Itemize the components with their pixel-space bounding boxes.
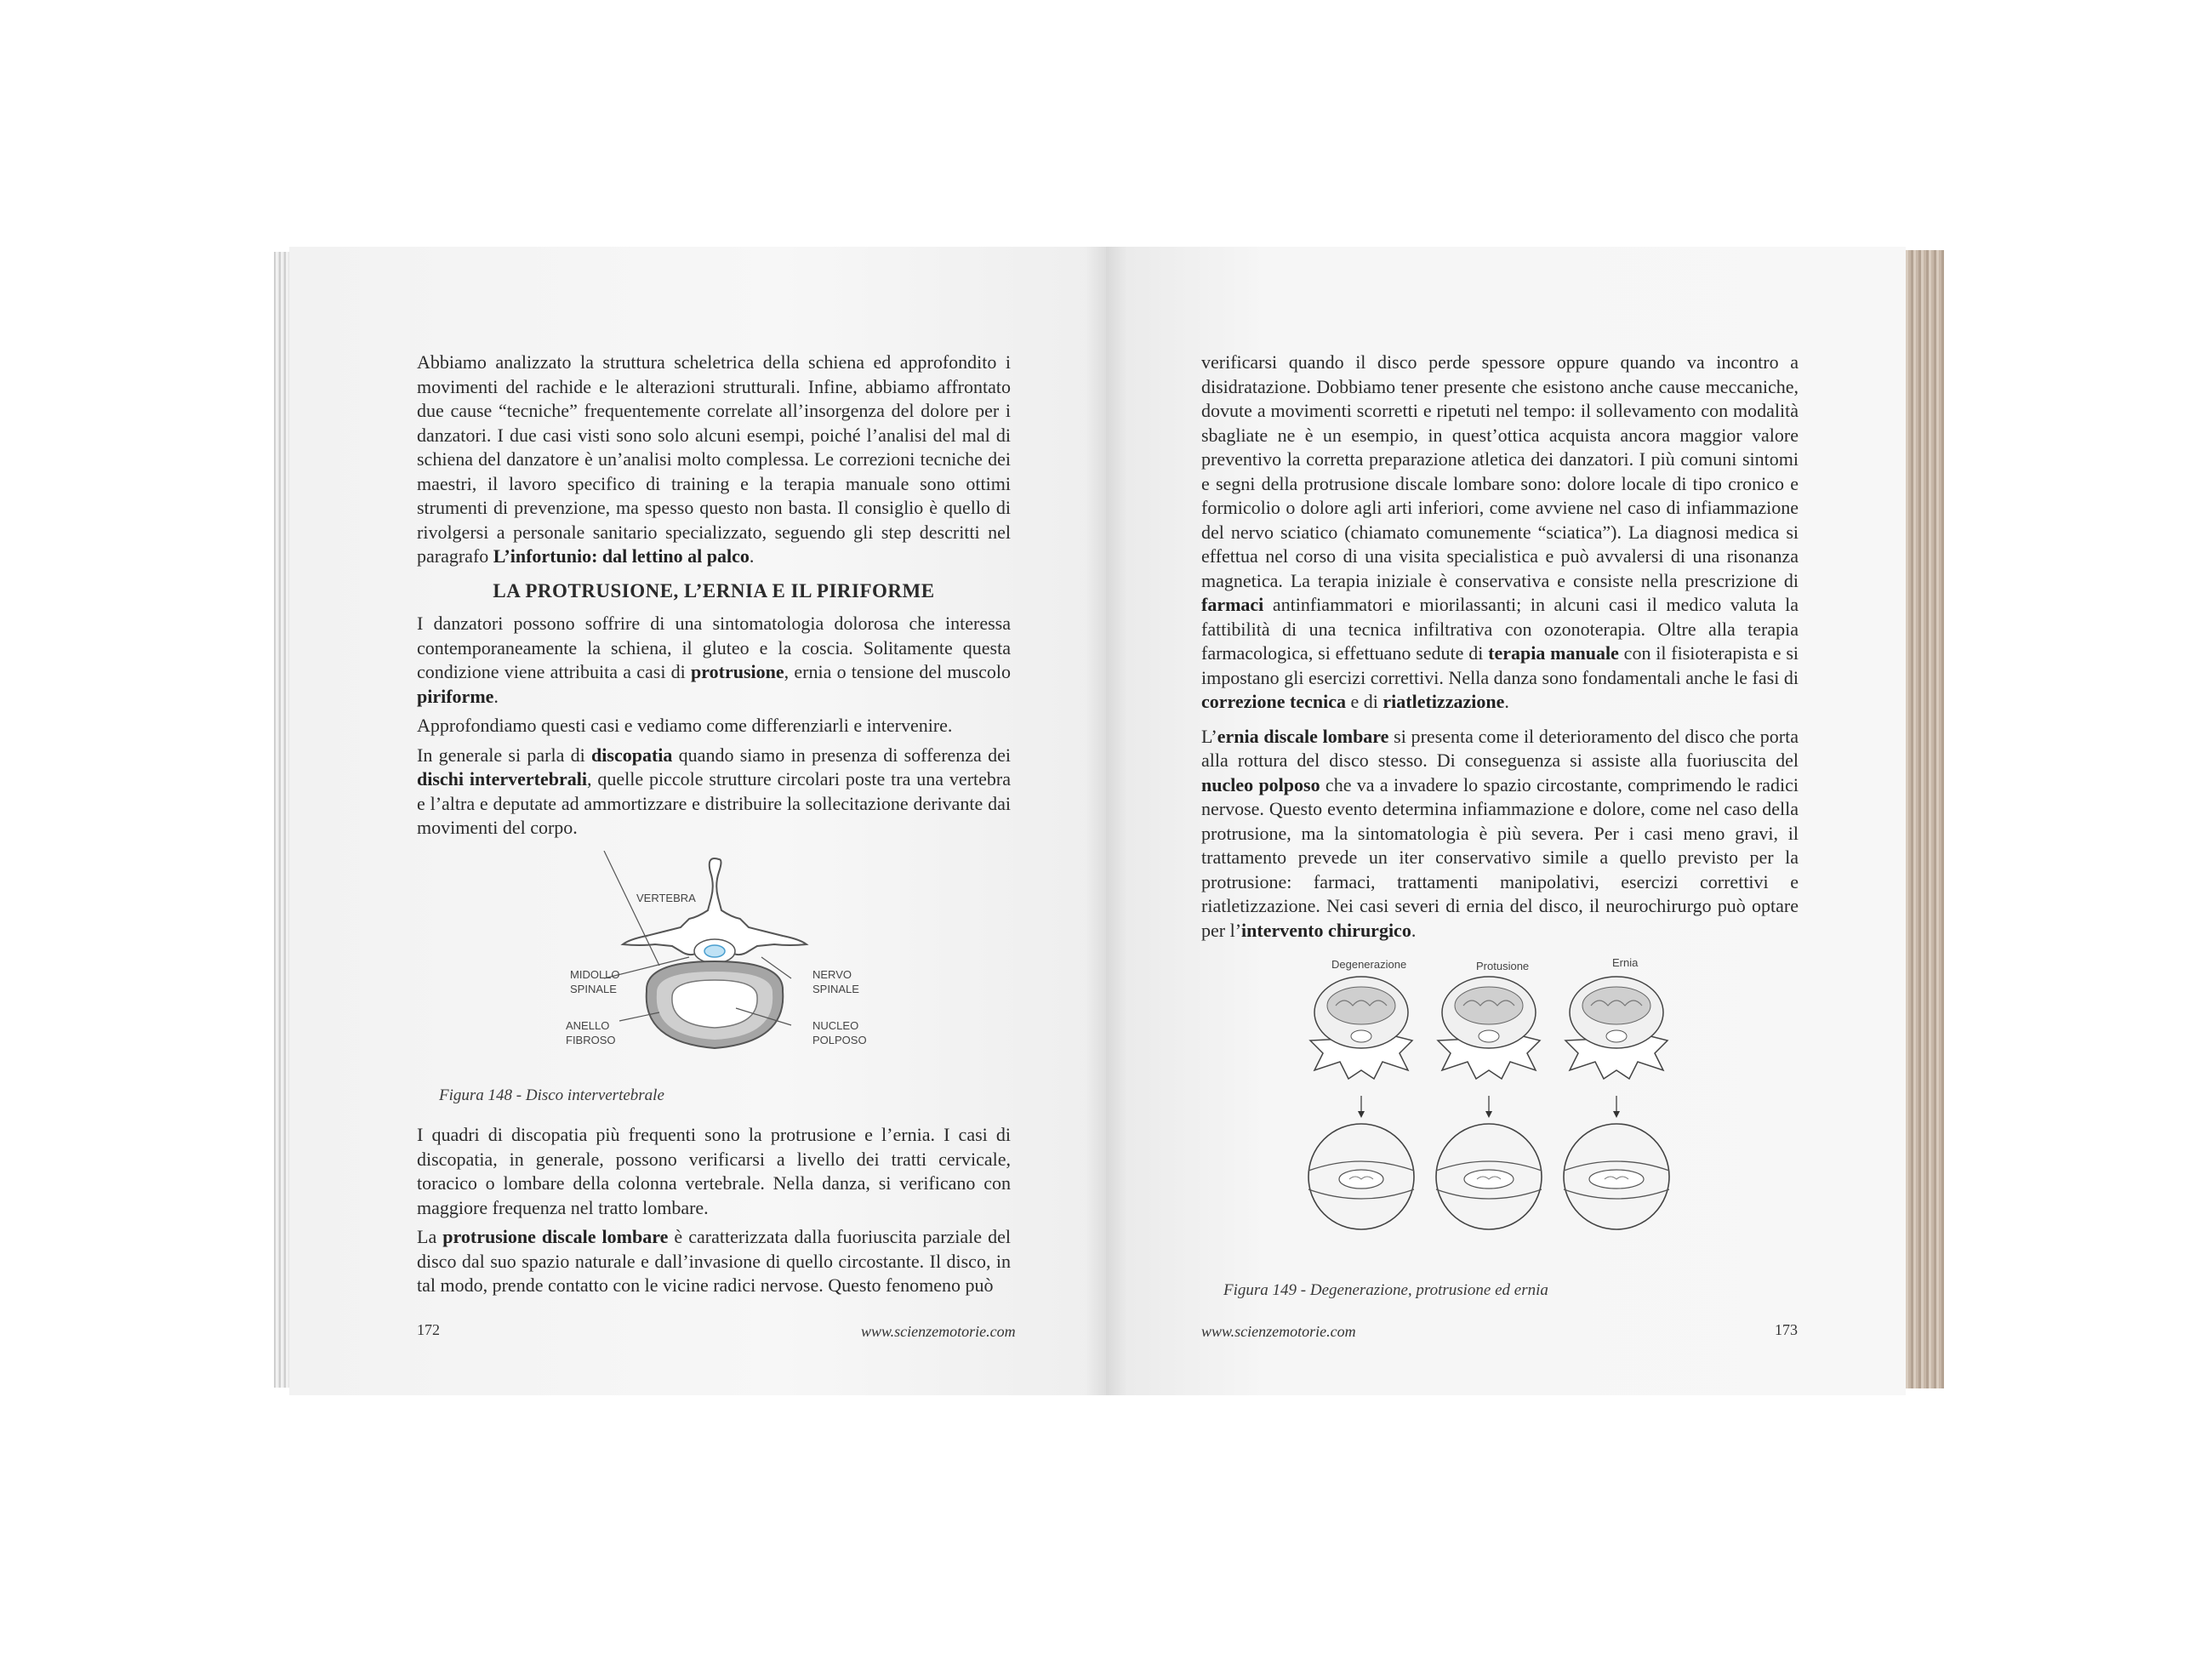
label-anello-line1: ANELLO (566, 1019, 610, 1032)
paragraph-text: L’ (1201, 725, 1217, 747)
figure-149-caption: Figura 149 - Degenerazione, protrusione ed ernia (1223, 1281, 1548, 1299)
disc-nucleus-shape (1327, 987, 1395, 1024)
disc-nucleus-shape (1455, 987, 1523, 1024)
label-nervo-line1: NERVO (812, 968, 852, 981)
arrow-head (1613, 1111, 1620, 1118)
canal-shape (1351, 1030, 1371, 1042)
bold-term: riatletizzazione (1382, 691, 1505, 712)
arrow-head (1358, 1111, 1365, 1118)
right-page-text (1201, 351, 1799, 948)
paragraph-discopathy (417, 744, 1011, 841)
label-ernia: Ernia (1612, 956, 1639, 969)
paragraph-text: verificarsi quando il disco perde spessore oppure quando va incontro a disidratazione. Dobbiamo tener presente che esistono anche cause meccaniche, dovute a movimenti scorretti e ripetuti nel tempo: il sollevamento con modalità sbagliate ne è un esempio, in quest’ottica acquista ancora maggior valore preventivo la corretta preparazione atletica dei danzatori. I più comuni sintomi e segni della protrusione discale lombare sono: dolore locale di tipo cronico e formicolio o dolore agli arti inferiori, come avviene nel caso di infiammazione del nervo sciatico (chiamato comunemente “sciatica”). La diagnosi medica si effettua nel corso di una visita specialistica e può avvalersi di una risonanza magnetica. La terapia iniziale è conservativa e consiste nella prescrizione di (1201, 351, 1799, 591)
stage-group (1308, 977, 1669, 1229)
paragraph-text: quando siamo in presenza di sofferenza dei (672, 744, 1011, 766)
punctuation: . (749, 545, 755, 567)
punctuation: . (1411, 919, 1417, 941)
canal-shape (1479, 1030, 1499, 1042)
paragraph-approach: Approfondiamo questi casi e vediamo come differenziarli e intervenire. (417, 715, 953, 736)
paragraph-text: e di (1346, 691, 1383, 712)
punctuation: . (493, 685, 499, 707)
paragraph-text: La (417, 1226, 443, 1247)
canal-shape (1606, 1030, 1627, 1042)
footer-url-left: www.scienzemotorie.com (861, 1323, 1016, 1340)
bold-term: protrusione (691, 661, 784, 682)
figure-148-caption: Figura 148 - Disco intervertebrale (439, 1086, 664, 1104)
right-page-edges (1903, 250, 1944, 1388)
paragraph-text: che va a invadere lo spazio circostante, comprimendo le radici nervose. Questo evento determina infiammazione e dolore, come nel caso della protrusione, ma la sintomatologia è più severa. Per i casi meno gravi, il trattamento prevede un iter conservativo simile a quello previsto per la protrusione: farmaci, trattamenti manipolativi, esercizi correttivi e riatletizzazione. Nei casi severi di ernia del disco, il neurochirurgo può optare per l’ (1201, 773, 1799, 941)
label-nucleo-line2: POLPOSO (812, 1034, 867, 1046)
intervertebral-disc-illustration (544, 851, 885, 1072)
figure-148-disc-diagram (544, 851, 885, 1072)
paragraph-text: , ernia o tensione del muscolo (784, 661, 1011, 682)
punctuation: . (1504, 691, 1509, 712)
left-page-text-lower (417, 1123, 1011, 1303)
label-vertebra: VERTEBRA (636, 892, 696, 904)
nucleus-shape (672, 980, 757, 1028)
left-page-edges (274, 252, 291, 1388)
paragraph-text: Abbiamo analizzato la struttura scheletrica della schiena ed approfondito i movimenti del rachide e le alterazioni strutturali. Infine, abbiamo affrontato due cause “tecniche” frequentemente correlate all’insorgenza del dolore per i danzatori. I due casi visti sono solo alcuni esempi, poiché l’analisi del mal di schiena del danzatore è un’analisi molto complessa. Le correzioni tecniche dei maestri, il lavoro specifico di training e la terapia manuale sono ottimi strumenti di prevenzione, ma spesso questo non basta. Il consiglio è quello di rivolgersi a personale sanitario specializzato, seguendo gli step descritti nel paragrafo (417, 351, 1011, 567)
footer-url-right: www.scienzemotorie.com (1201, 1323, 1356, 1340)
label-midollo-line1: MIDOLLO (570, 968, 620, 981)
label-protusione: Protusione (1476, 960, 1530, 972)
bold-term: intervento chirurgico (1241, 919, 1411, 941)
page-number-left: 172 (417, 1321, 440, 1338)
label-midollo-line2: SPINALE (570, 983, 617, 995)
label-nucleo-line1: NUCLEO (812, 1019, 859, 1032)
disc-nucleus-shape (1582, 987, 1650, 1024)
bold-term: discopatia (591, 744, 673, 766)
left-page-text (417, 351, 1011, 846)
paragraph-causes-therapy (1201, 351, 1799, 715)
paragraph-text: In generale si parla di (417, 744, 592, 766)
paragraph-hernia (1201, 725, 1799, 944)
paragraph-protrusion (417, 1225, 1011, 1298)
paragraph-text: si presenta come il deterioramento del disco che porta alla rottura del disco stesso. Di conseguenza si assiste alla fuoriuscita del (1201, 725, 1799, 771)
paragraph-symptoms (417, 612, 1011, 709)
label-nervo-line2: SPINALE (812, 983, 859, 995)
paragraph-text: è caratterizzata dalla fuoriuscita parziale del disco dal suo spazio naturale e dall’invasione di quello circostante. Il disco, in tal modo, prende contatto con le vicine radici nervose. Questo fenomeno può (417, 1226, 1011, 1296)
bold-term: correzione tecnica (1201, 691, 1347, 712)
label-anello-line2: FIBROSO (566, 1034, 616, 1046)
page-number-right: 173 (1775, 1321, 1798, 1338)
figure-149-stages-diagram (1302, 951, 1702, 1249)
bold-term: farmaci (1201, 594, 1264, 615)
bold-term: protrusione discale lombare (442, 1226, 669, 1247)
spinal-cord-shape (704, 945, 725, 957)
bold-term: dischi intervertebrali (417, 768, 587, 790)
section-heading: LA PROTRUSIONE, L’ERNIA E IL PIRIFORME (493, 579, 935, 601)
leader-line (604, 851, 659, 966)
paragraph-intro (417, 351, 1011, 569)
bold-term: ernia discale lombare (1217, 725, 1389, 747)
paragraph-text: I danzatori possono soffrire di una sintomatologia dolorosa che interessa contemporaneamente la schiena, il gluteo e la coscia. Solitamente questa condizione viene attribuita a casi di (417, 613, 1011, 682)
bold-term: terapia manuale (1488, 642, 1619, 664)
book-gutter (1085, 247, 1127, 1395)
disc-stages-illustration (1302, 951, 1702, 1249)
paragraph-text: , quelle piccole strutture circolari poste tra una vertebra e l’altra e deputate ad ammortizzare e distribuire la sollecitazione derivante dai movimenti del corpo. (417, 768, 1011, 838)
label-degenerazione: Degenerazione (1331, 958, 1407, 971)
paragraph-text: antinfiammatori e miorilassanti; in alcuni casi il medico valuta la fattibilità di una tecnica infiltrativa con ozonoterapia. Oltre alla terapia farmacologica, si effettuano sedute di (1201, 594, 1799, 664)
bold-term: piriforme (417, 685, 494, 707)
arrow-head (1485, 1111, 1492, 1118)
paragraph-text: con il fisioterapista e si impostano gli esercizi correttivi. Nella danza sono fondamentali anche le fasi di (1201, 642, 1799, 688)
bold-term: nucleo polposo (1201, 773, 1320, 795)
bold-reference: L’infortunio: dal lettino al palco (493, 545, 750, 567)
paragraph-frequency: I quadri di discopatia più frequenti sono la protrusione e l’ernia. I casi di discopatia, in generale, possono verificarsi a livello dei tratti cervicale, toracico o lombare della colonna vertebrale. Nella danza, si verificano con maggiore frequenza nel tratto lombare. (417, 1124, 1011, 1218)
